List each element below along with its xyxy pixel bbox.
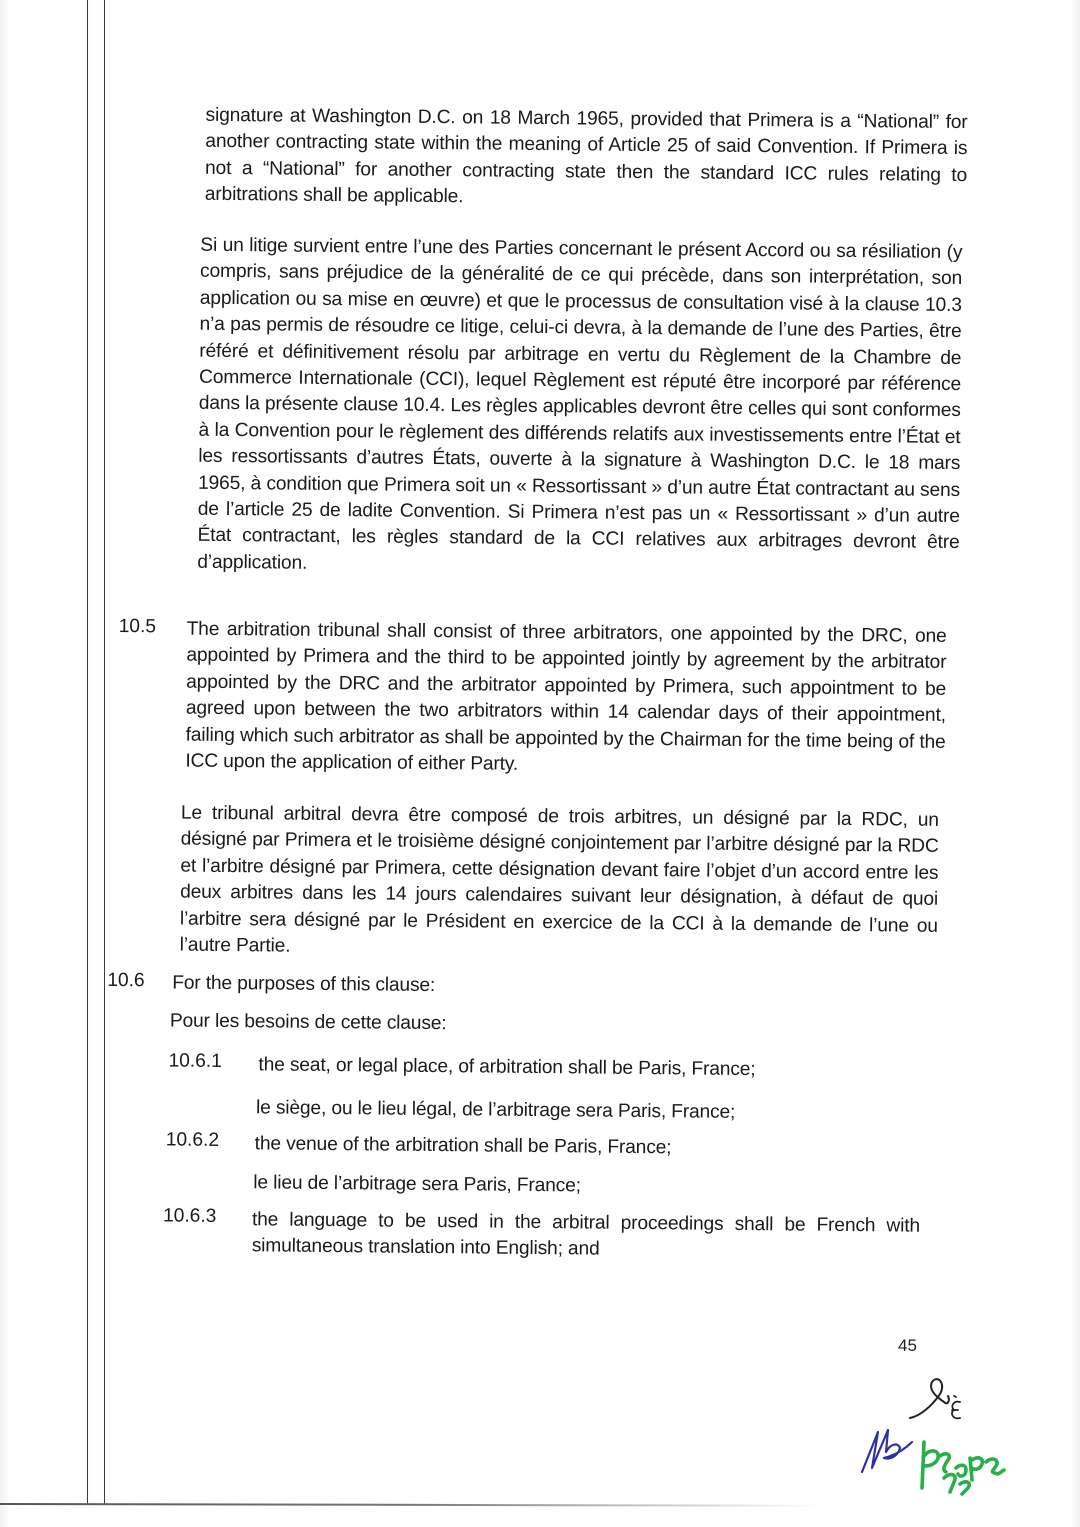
- paragraph-10-6-french: Pour les besoins de cette clause:: [169, 1010, 447, 1035]
- paragraph-10-6-english: For the purposes of this clause:: [172, 972, 436, 997]
- black-initials-mark: [910, 1379, 960, 1418]
- paragraph-10-6-2-french: le lieu de l’arbitrage sera Paris, France;: [253, 1172, 581, 1197]
- green-initials-mark: [922, 1442, 1004, 1494]
- paragraph-10-6-3-english: the language to be used in the arbitral proceedings shall be French with simultaneous translation into English; and: [251, 1209, 921, 1261]
- clause-number-10-6-2: 10.6.2: [165, 1129, 220, 1151]
- paragraph-10-5-english: The arbitration tribunal shall consist of three arbitrators, one appointed by the DRC, one appointed by Primera and the third to be appointed jointly by agreement by the arbitrator appointed by the DRC and the arbitrator appointed by Primera, such appointment to be agreed upon between the two arbitrators within 14 calendar days of their appointment, failing which such arbitrator as shall be appointed by the Chairman for the time being of the ICC upon the application of either Party.: [185, 618, 947, 775]
- scan-left-edge-shadow: [0, 0, 10, 1527]
- paragraph-10-4-english-continued: signature at Washington D.C. on 18 March 1965, provided that Primera is a “National” for another contracting state within the meaning of Article 25 of said Convention. If Primera is not a “National” for another contracting state then the standard ICC rules relating to arbitrations shall be applicable.: [204, 104, 968, 208]
- handwritten-initials: [820, 1360, 1060, 1520]
- clause-number-10-6: 10.6: [107, 969, 145, 992]
- paragraph-10-4-french: Si un litige survient entre l’une des Parties concernant le présent Accord ou sa résiliation (y compris, sans préjudice de la généralité de ce qui précède, dans son interprétation, son application ou sa mise en œuvre) et que le processus de consultation visé à la clause 10.3 n’a pas permis de résoudre ce litige, celui-ci devra, à la demande de l’une des Parties, être référé et définitivement résolu par arbitrage en vertu du Règlement de la Chambre de Commerce Internationale (CCI), lequel Règlement est réputé être incorporé par référence dans la présente clause 10.4. Les règles applicables devront être celles qui sont conformes à la Convention pour le règlement des différends relatifs aux investissements entre l’État et les ressortissants d’autres États, ouverte à la signature à Washington D.C. le 18 mars 1965, à condition que Primera soit un « Ressortissant » d’un autre État contractant au sens de l’article 25 de ladite Convention. Si Primera n’est pas un « Ressortissant » d’un autre État contractant, les règles standard de la CCI relatives aux arbitrages devront être d’application.: [197, 234, 963, 574]
- page-number: 45: [898, 1336, 917, 1355]
- clause-number-10-6-1: 10.6.1: [168, 1050, 222, 1072]
- scan-right-edge-shadow: [1070, 0, 1080, 1527]
- paragraph-10-5-french: Le tribunal arbitral devra être composé de trois arbitres, un désigné par la RDC, un désigné par Primera et le troisième désigné conjointement par l’arbitre désigné par la RDC et l’arbitre désigné par Primera, cette désignation devant faire l’objet d’un accord entre les deux arbitres dans les 14 jours calendaires suivant leur désignation, à défaut de quoi l’arbitre sera désigné par le Président en exercice de la CCI à la demande de l’une ou l’autre Partie.: [179, 802, 939, 957]
- document-body: [7, 0, 1080, 1261]
- paragraph-10-6-2-english: the venue of the arbitration shall be Paris, France;: [254, 1133, 672, 1159]
- clause-number-10-6-3: 10.6.3: [162, 1205, 217, 1227]
- margin-line-inner: [104, 0, 105, 1505]
- page-bottom-edge: [0, 1503, 820, 1507]
- blue-initials-mark: [862, 1430, 912, 1472]
- margin-line-outer: [87, 0, 88, 1505]
- clause-number-10-5: 10.5: [118, 615, 157, 638]
- paragraph-10-6-1-english: the seat, or legal place, of arbitration shall be Paris, France;: [258, 1054, 756, 1081]
- paragraph-10-6-1-french: le siège, ou le lieu légal, de l’arbitrage sera Paris, France;: [255, 1097, 736, 1123]
